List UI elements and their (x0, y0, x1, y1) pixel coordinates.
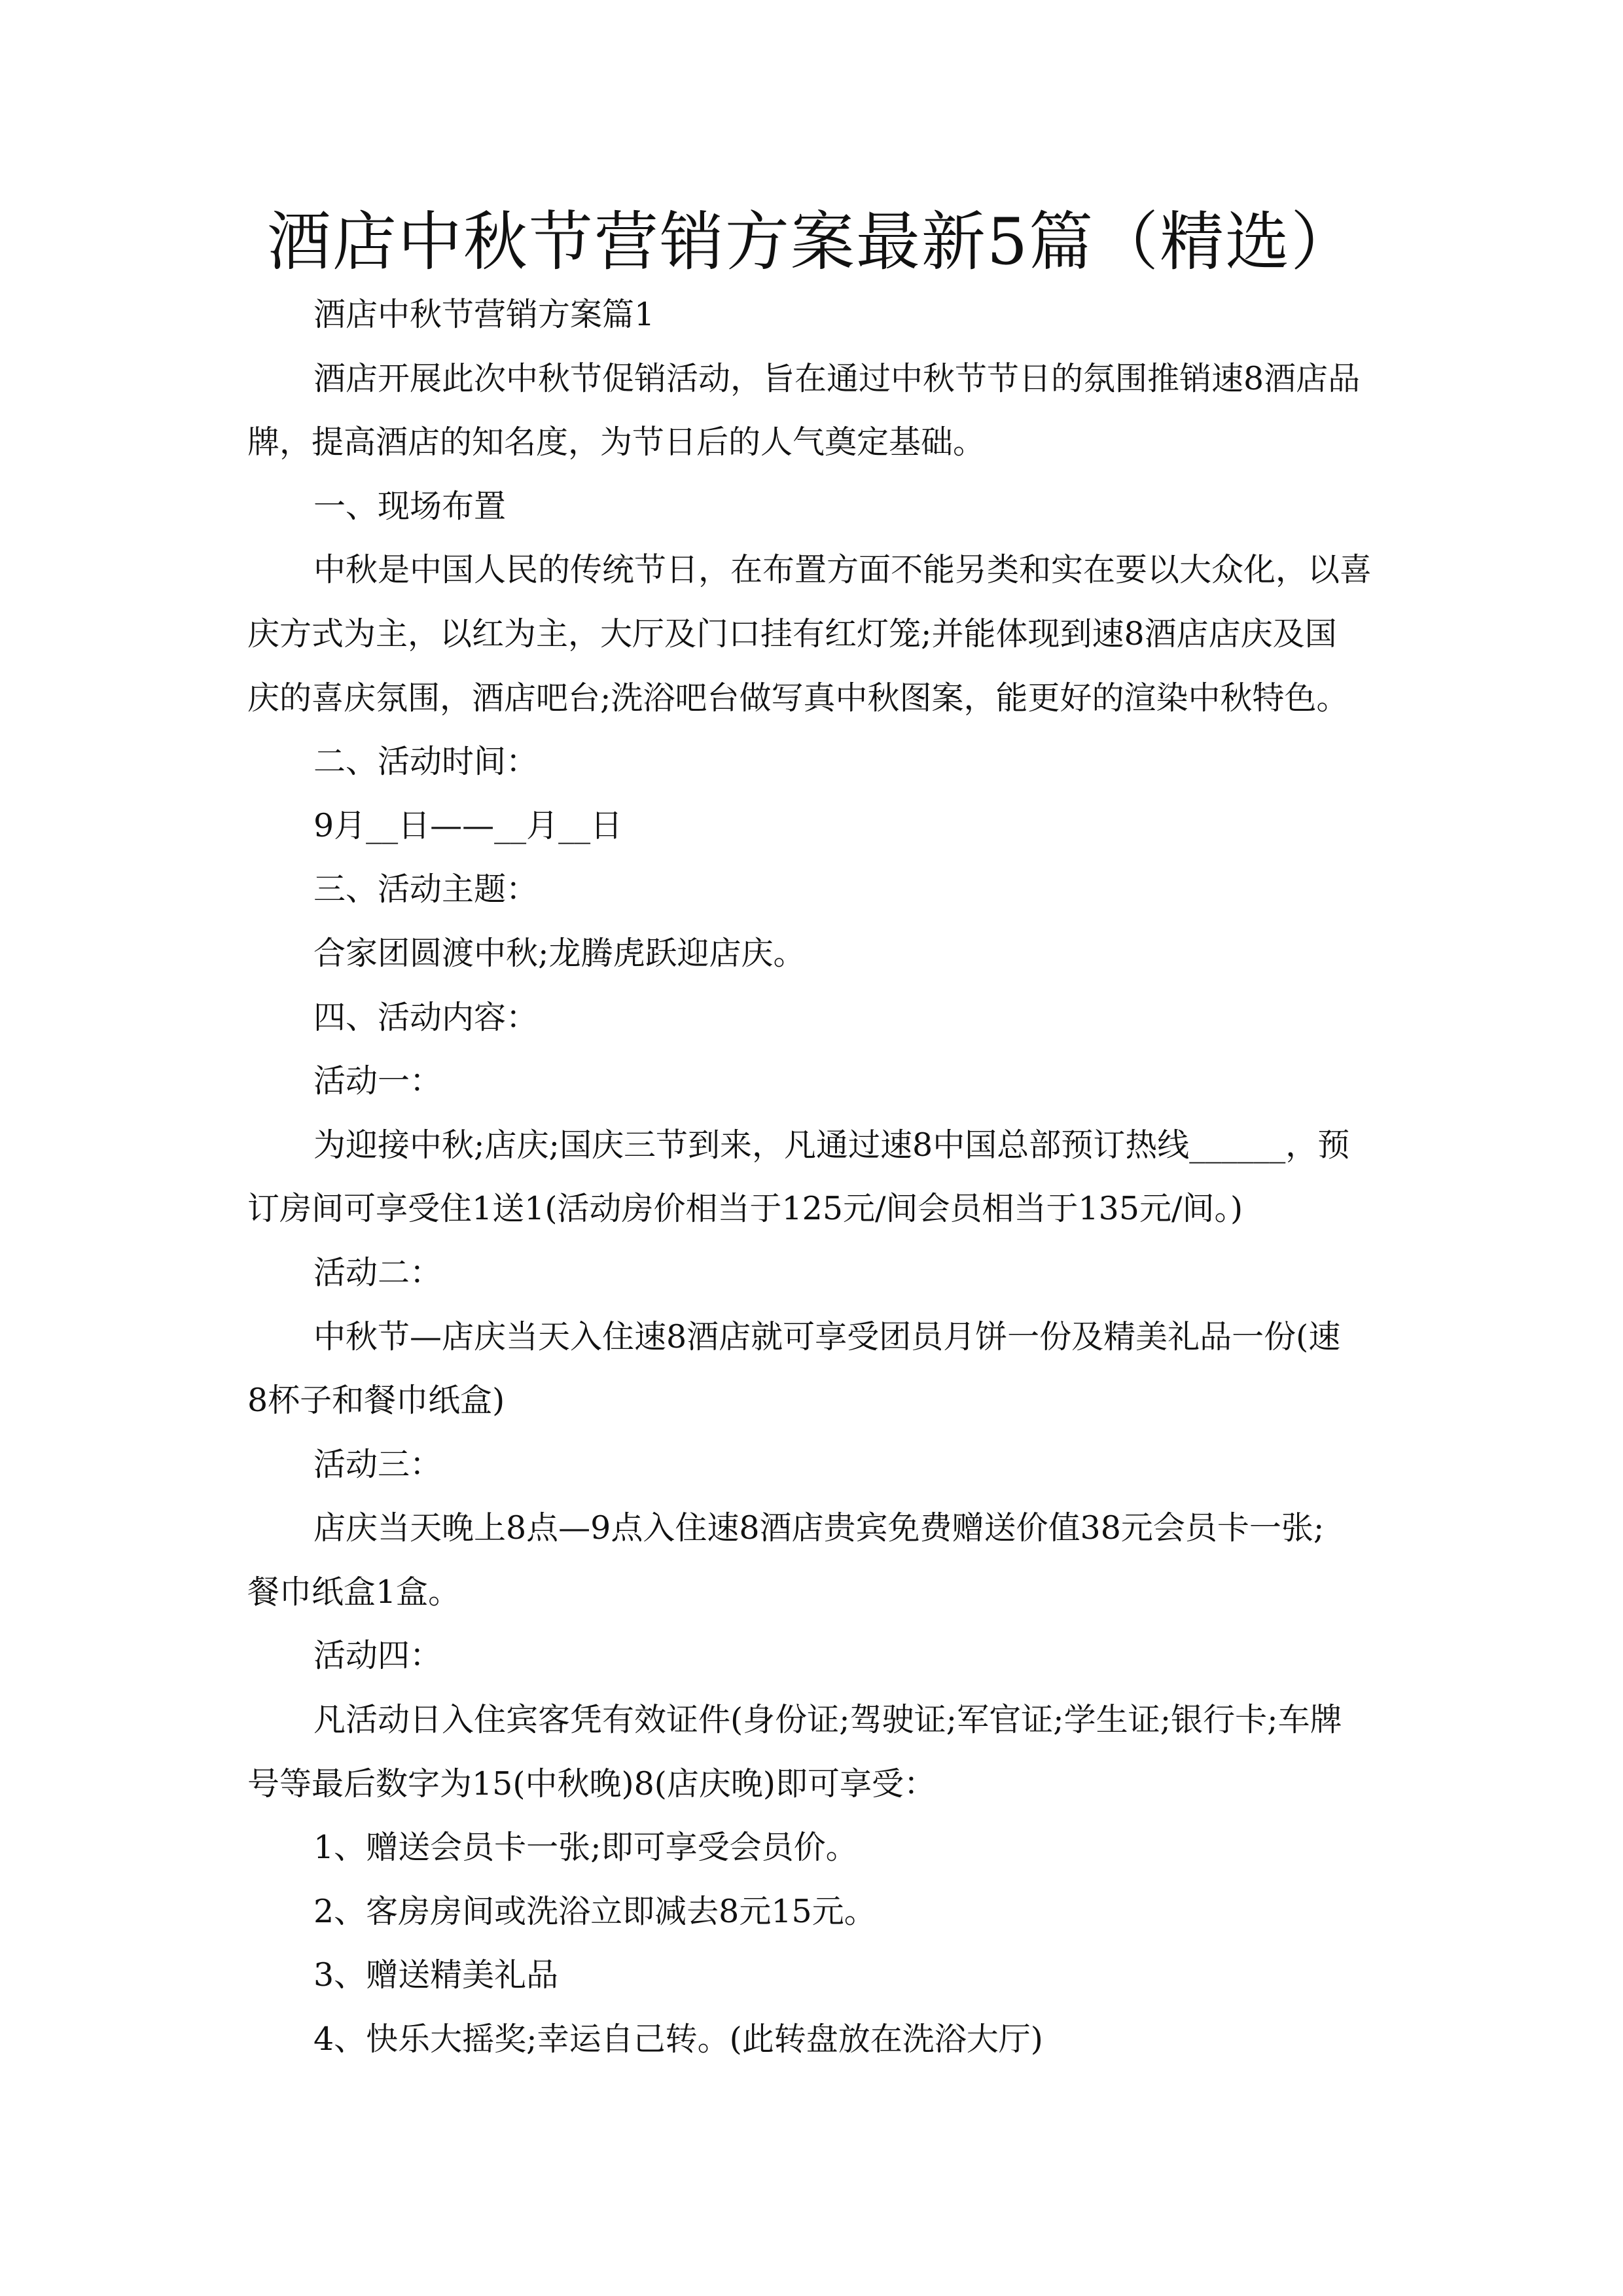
document-title: 酒店中秋节营销方案最新5篇（精选） (266, 205, 1357, 279)
text-line: 店庆当天晚上8点—9点入住速8酒店贵宾免费赠送价值38元会员卡一张; (313, 1509, 1325, 1547)
text-line: 3、赠送精美礼品 (313, 1956, 559, 1994)
text-line: 三、活动主题： (313, 870, 539, 908)
text-line: 凡活动日入住宾客凭有效证件(身份证;驾驶证;军官证;学生证;银行卡;车牌 (313, 1701, 1342, 1739)
text-line: 1、赠送会员卡一张;即可享受会员价。 (313, 1829, 858, 1867)
text-line: 号等最后数字为15(中秋晚)8(店庆晚)即可享受： (247, 1765, 936, 1803)
text-line: 合家团圆渡中秋;龙腾虎跃迎店庆。 (313, 934, 806, 972)
text-line: 活动三： (313, 1445, 442, 1483)
text-line: 酒店中秋节营销方案篇1 (313, 296, 655, 333)
text-line: 二、活动时间： (313, 743, 539, 781)
text-line: 牌，提高酒店的知名度，为节日后的人气奠定基础。 (247, 423, 986, 461)
text-line: 订房间可享受住1送1(活动房价相当于125元/间会员相当于135元/间。) (247, 1190, 1243, 1228)
text-line: 庆方式为主，以红为主，大厅及门口挂有红灯笼;并能体现到速8酒店店庆及国 (247, 615, 1337, 653)
text-line: 活动四： (313, 1637, 442, 1675)
text-line: 四、活动内容： (313, 998, 539, 1036)
document-body (247, 283, 1399, 2072)
text-line: 为迎接中秋;店庆;国庆三节到来，凡通过速8中国总部预订热线______，预 (313, 1126, 1350, 1164)
text-line: 酒店开展此次中秋节促销活动，旨在通过中秋节节日的氛围推销速8酒店品 (313, 359, 1361, 397)
text-line: 庆的喜庆氛围，酒店吧台;洗浴吧台做写真中秋图案，能更好的渲染中秋特色。 (247, 679, 1349, 717)
text-line: 活动二： (313, 1253, 442, 1291)
text-line: 中秋节—店庆当天入住速8酒店就可享受团员月饼一份及精美礼品一份(速 (313, 1318, 1341, 1355)
text-line: 2、客房房间或洗浴立即减去8元15元。 (313, 1892, 876, 1930)
text-line: 8杯子和餐巾纸盒) (247, 1382, 505, 1420)
text-line: 9月__日——__月__日 (313, 806, 623, 844)
text-line: 餐巾纸盒1盒。 (247, 1573, 461, 1611)
text-line: 4、快乐大摇奖;幸运自己转。(此转盘放在洗浴大厅) (313, 2020, 1043, 2058)
text-line: 活动一： (313, 1062, 442, 1100)
text-line: 一、现场布置 (313, 487, 507, 525)
text-line: 中秋是中国人民的传统节日，在布置方面不能另类和实在要以大众化，以喜 (313, 551, 1372, 589)
